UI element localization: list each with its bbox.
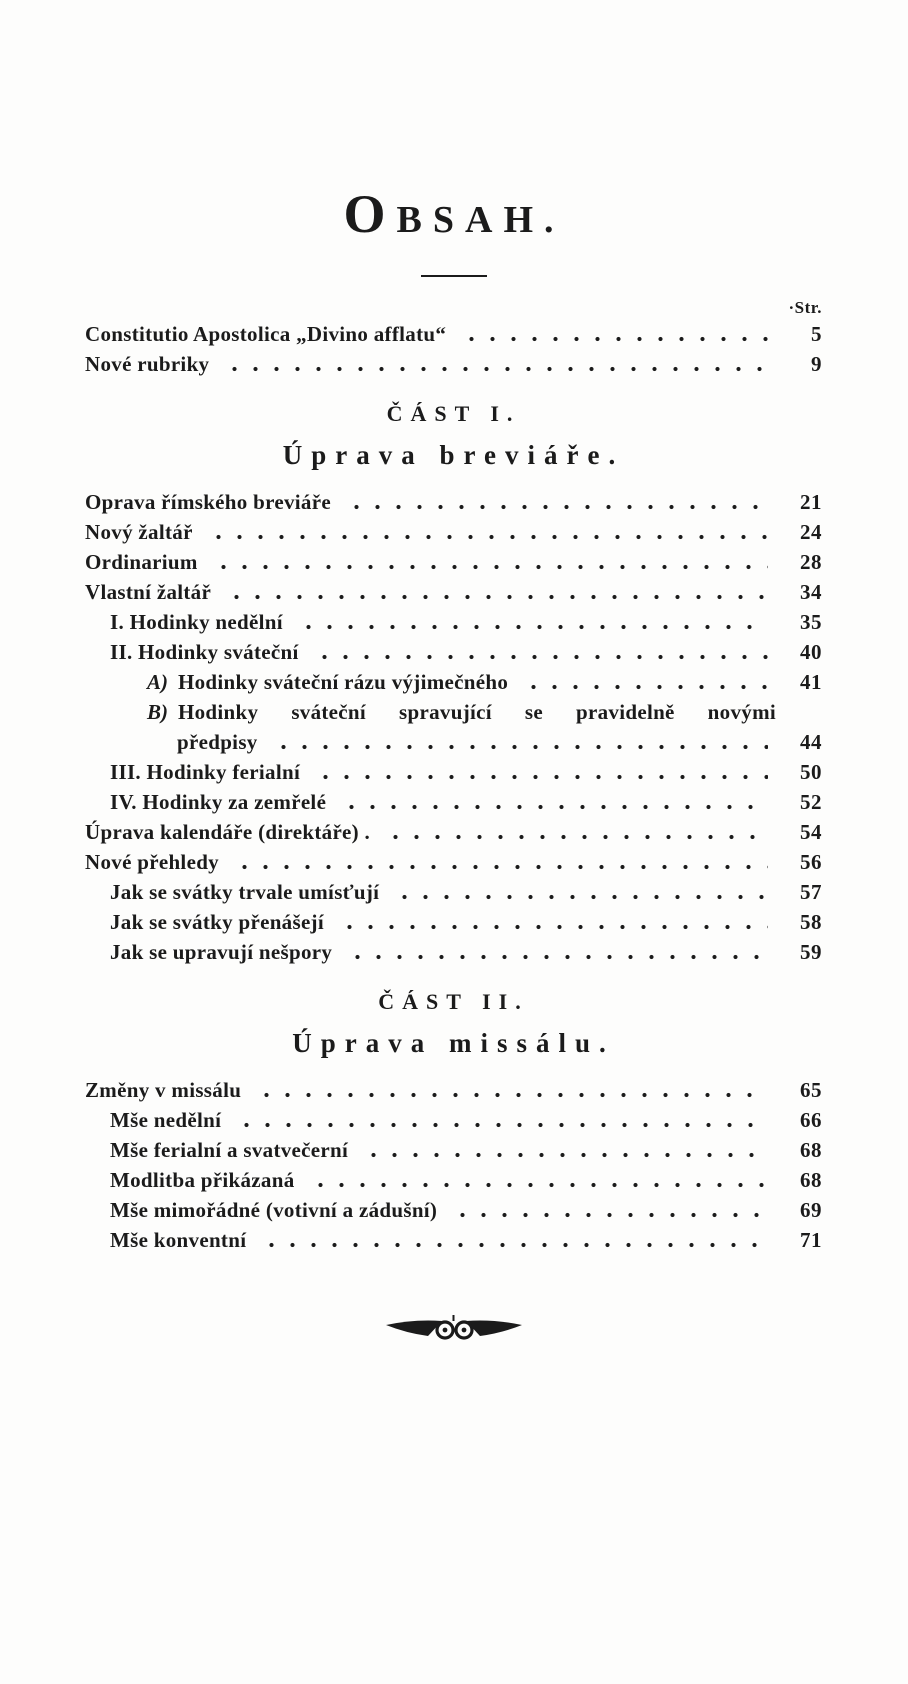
toc-entry-label: Oprava římského breviáře (85, 490, 331, 515)
dot-leader (222, 349, 768, 379)
dot-leader (308, 1165, 768, 1195)
toc-entry (85, 907, 822, 937)
dot-leader (339, 787, 768, 817)
dot-leader (271, 727, 768, 757)
toc-entry (85, 547, 822, 577)
toc-entry (85, 487, 822, 517)
toc-entry (85, 1165, 822, 1195)
toc-entry-page: 54 (800, 820, 822, 845)
toc-entry (85, 349, 822, 379)
toc-entry-label: Změny v missálu (85, 1078, 242, 1103)
toc-entry-page: 68 (800, 1138, 822, 1163)
dot-leader (450, 1195, 768, 1225)
toc-entry (85, 697, 822, 727)
toc-entry-page: 56 (800, 850, 822, 875)
table-of-contents (85, 297, 822, 1255)
part1-heading: ČÁST I. (386, 401, 521, 427)
toc-entry (85, 1075, 822, 1105)
toc-entry-page: 65 (800, 1078, 822, 1103)
toc-entry-page: 71 (800, 1228, 822, 1253)
dot-leader (392, 877, 768, 907)
title-divider-rule (421, 275, 487, 277)
toc-entry-label: Jak se svátky přenášejí (110, 910, 324, 935)
toc-entry (85, 877, 822, 907)
toc-entry-label: Nový žaltář (85, 520, 193, 545)
toc-entry-page: 40 (800, 640, 822, 665)
toc-entry-label: Úprava kalendáře (direktáře) . (85, 820, 371, 845)
dot-leader (206, 517, 768, 547)
toc-entry-page: 69 (800, 1198, 822, 1223)
part2-heading: ČÁST II. (378, 989, 529, 1015)
toc-entry (85, 847, 822, 877)
toc-entry (85, 1195, 822, 1225)
part1-subheading: Úprava breviáře. (282, 440, 625, 471)
dot-leader (254, 1075, 768, 1105)
toc-entry (85, 1225, 822, 1255)
toc-entry-page: 41 (800, 670, 822, 695)
toc-entry-page: 44 (800, 730, 822, 755)
dot-leader (361, 1135, 768, 1165)
toc-entry (85, 517, 822, 547)
toc-entry-label: Mše mimořádné (votivní a zádušní) (110, 1198, 438, 1223)
toc-entry (85, 757, 822, 787)
toc-entry-page: 58 (800, 910, 822, 935)
dot-leader (224, 577, 768, 607)
toc-entry-page: 52 (800, 790, 822, 815)
dot-leader (259, 1225, 768, 1255)
dot-leader (232, 847, 768, 877)
toc-entry-label: IV. Hodinky za zemřelé (110, 790, 327, 815)
toc-entry (85, 787, 822, 817)
toc-entry-label: Hodinky sváteční spravující se pravidelně novými (178, 700, 776, 725)
toc-entry-page: 66 (800, 1108, 822, 1133)
dot-leader (344, 487, 768, 517)
toc-entry-label: II. Hodinky sváteční (110, 640, 299, 665)
toc-entry-label: Mše ferialní a svatvečerní (110, 1138, 349, 1163)
toc-entry-page: 35 (800, 610, 822, 635)
dot-leader (234, 1105, 768, 1135)
toc-entry (85, 319, 822, 349)
dot-leader (211, 547, 768, 577)
toc-entry-label: I. Hodinky nedělní (110, 610, 283, 635)
part2-subheading: Úprava missálu. (292, 1028, 615, 1059)
dot-leader (312, 637, 768, 667)
toc-entry-label: předpisy (177, 730, 258, 755)
toc-entry-letter: A) (147, 670, 168, 695)
toc-entry-page: 5 (811, 322, 822, 347)
toc-entry (85, 637, 822, 667)
toc-entry-page: 21 (800, 490, 822, 515)
page-column-header: ·Str. (788, 298, 822, 318)
tailpiece-ornament (0, 1315, 908, 1348)
toc-entry-label: Nové rubriky (85, 352, 210, 377)
toc-entry-page: 59 (800, 940, 822, 965)
toc-entry-page: 57 (800, 880, 822, 905)
toc-entry (85, 607, 822, 637)
dot-leader (337, 907, 768, 937)
toc-entry (85, 727, 822, 757)
dot-leader (521, 667, 768, 697)
toc-entry-page: 28 (800, 550, 822, 575)
dot-leader (345, 937, 768, 967)
toc-entry (85, 577, 822, 607)
toc-entry-page: 68 (800, 1168, 822, 1193)
toc-entry-label: III. Hodinky ferialní (110, 760, 301, 785)
toc-entry-label: Mše nedělní (110, 1108, 222, 1133)
tailpiece-ornament-icon (384, 1315, 524, 1343)
toc-entry-label: Vlastní žaltář (85, 580, 212, 605)
toc-entry-label: Jak se upravují nešpory (110, 940, 333, 965)
dot-leader (459, 319, 768, 349)
toc-entry-page: 9 (811, 352, 822, 377)
toc-entry-label: Ordinarium (85, 550, 198, 575)
toc-entry-letter: B) (147, 700, 168, 725)
toc-entry (85, 937, 822, 967)
toc-entry-label: Nové přehledy (85, 850, 219, 875)
page-title: OBSAH. (343, 184, 565, 244)
toc-entry (85, 1105, 822, 1135)
toc-entry-label: Jak se svátky trvale umísťují (110, 880, 380, 905)
dot-leader (383, 817, 768, 847)
dot-leader (313, 757, 768, 787)
dot-leader (296, 607, 768, 637)
toc-entry-page: 50 (800, 760, 822, 785)
toc-entry (85, 667, 822, 697)
toc-entry-label: Modlitba přikázaná (110, 1168, 295, 1193)
toc-entry-page: 34 (800, 580, 822, 605)
toc-entry-label: Hodinky sváteční rázu výjimečného (178, 670, 509, 695)
toc-entry (85, 817, 822, 847)
toc-entry (85, 1135, 822, 1165)
toc-entry-label: Mše konventní (110, 1228, 247, 1253)
toc-entry-page: 24 (800, 520, 822, 545)
toc-entry-label: Constitutio Apostolica „Divino afflatu“ (85, 322, 447, 347)
